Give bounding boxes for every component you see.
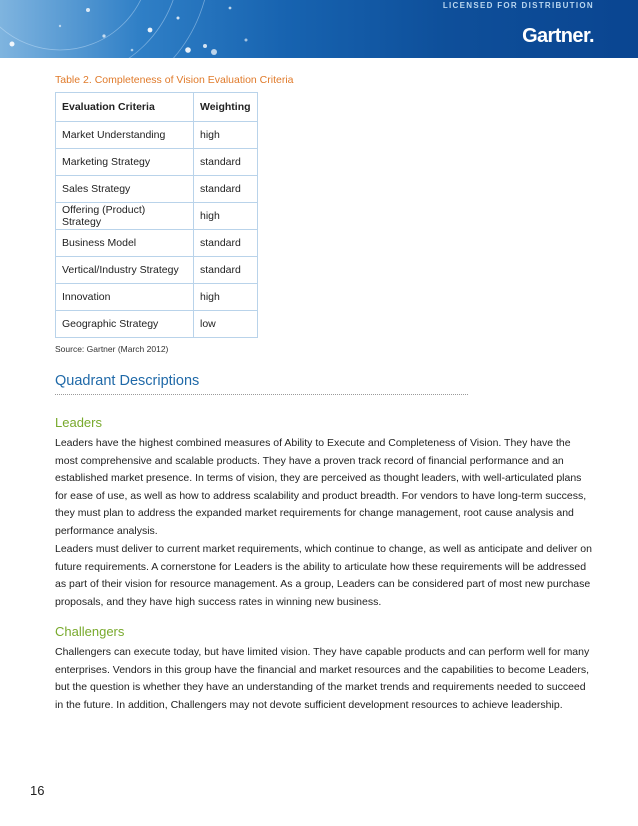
license-label: LICENSED FOR DISTRIBUTION xyxy=(442,1,594,10)
table-caption: Table 2. Completeness of Vision Evaluation Criteria xyxy=(55,74,294,86)
table-row xyxy=(56,230,258,257)
section-title: Quadrant Descriptions xyxy=(55,373,200,389)
challengers-paragraph-1: Challengers can execute today, but have limited vision. They have capable products and can perform well for many enterprises. Vendors in this group have the financial and market resources and the capabilities to become Leaders, but the question is whether they have an understanding of the market trends and requirements needed to succeed in the future. In addition, Challengers may not devote sufficient development resources to achieve leadership. xyxy=(55,646,590,711)
column-header-criteria: Evaluation Criteria xyxy=(56,93,194,122)
criteria-cell: Innovation xyxy=(56,284,194,311)
criteria-cell: Vertical/Industry Strategy xyxy=(56,257,194,284)
criteria-cell: Offering (Product) Strategy xyxy=(56,203,194,230)
table-row xyxy=(56,284,258,311)
table-row xyxy=(56,203,258,230)
criteria-cell: Geographic Strategy xyxy=(56,311,194,338)
weighting-cell: low xyxy=(194,311,258,338)
weighting-cell: standard xyxy=(194,176,258,203)
gartner-logo[interactable] xyxy=(522,25,594,48)
criteria-cell: Market Understanding xyxy=(56,122,194,149)
section-divider xyxy=(55,394,468,395)
challengers-heading: Challengers xyxy=(55,624,125,639)
table-header-row xyxy=(56,93,258,122)
weighting-cell: standard xyxy=(194,149,258,176)
header-banner xyxy=(0,0,638,58)
page-number: 16 xyxy=(30,783,45,798)
leaders-heading: Leaders xyxy=(55,415,102,430)
logo-text: Gartner xyxy=(522,25,590,47)
weighting-cell: high xyxy=(194,122,258,149)
table-row xyxy=(56,257,258,284)
criteria-cell: Sales Strategy xyxy=(56,176,194,203)
column-header-weighting: Weighting xyxy=(194,93,258,122)
logo-mark: . xyxy=(589,25,594,47)
weighting-cell: standard xyxy=(194,230,258,257)
leaders-paragraph-2: Leaders must deliver to current market requirements, which continue to change, as well as anticipate and deliver on future requirements. A cornerstone for Leaders is the ability to articulate how these requirements will be addressed as part of their vision for resource management. As a group, Leaders can be considered part of most new purchase proposals, and they have high success rates in winning new business. xyxy=(55,543,592,608)
table-row xyxy=(56,176,258,203)
table-row xyxy=(56,311,258,338)
criteria-cell: Business Model xyxy=(56,230,194,257)
weighting-cell: high xyxy=(194,203,258,230)
weighting-cell: standard xyxy=(194,257,258,284)
weighting-cell: high xyxy=(194,284,258,311)
table-row xyxy=(56,149,258,176)
evaluation-criteria-table xyxy=(55,92,258,338)
criteria-cell: Marketing Strategy xyxy=(56,149,194,176)
table-source-note: Source: Gartner (March 2012) xyxy=(55,344,169,354)
table-row xyxy=(56,122,258,149)
leaders-paragraph-1: Leaders have the highest combined measures of Ability to Execute and Completeness of Vision. They have the most comprehensive and scalable products. They have a proven track record of financial performance and an established market presence. In terms of vision, they are perceived as thought leaders, with well-articulated plans for ease of use, as well as how to address scalability and product breadth. For vendors to have long-term success, they must plan to address the expanded market requirements for change management, root cause analysis and performance analysis. xyxy=(55,437,587,537)
